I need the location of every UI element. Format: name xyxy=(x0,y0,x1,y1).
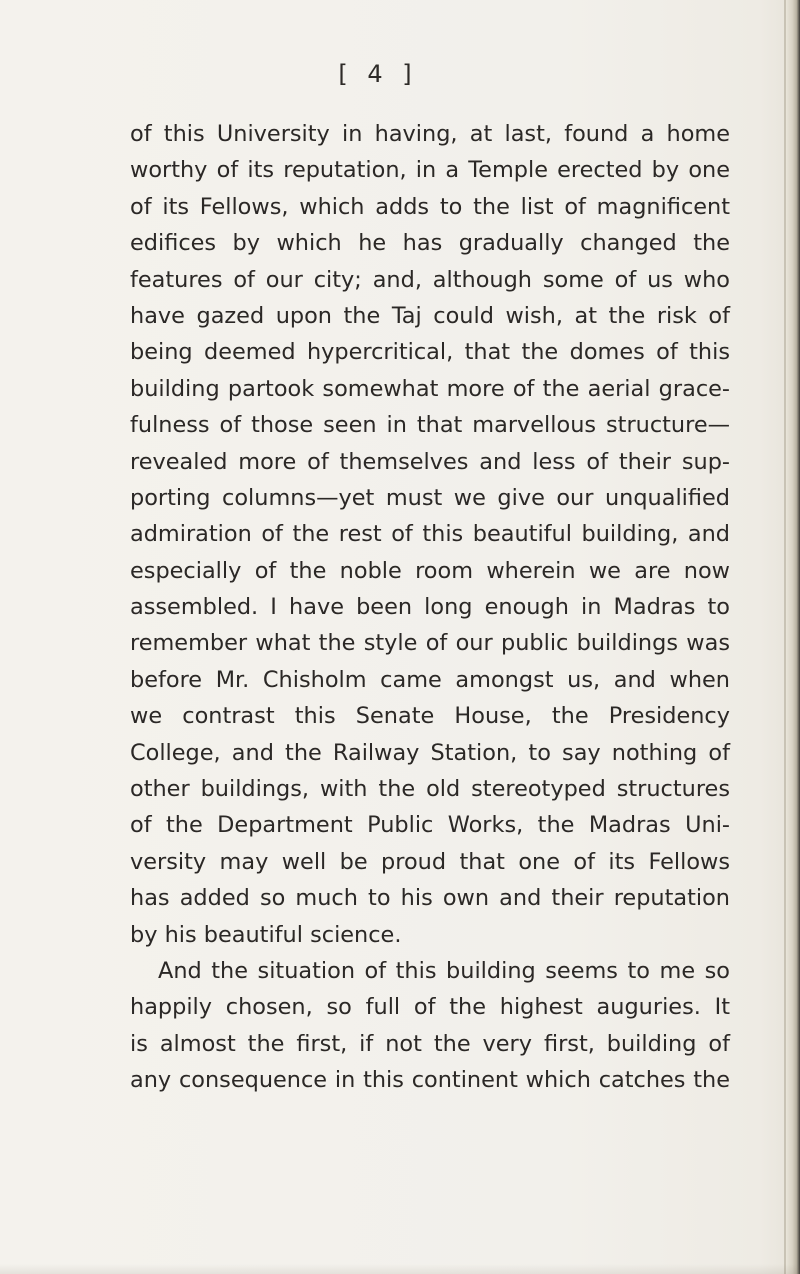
page-number: [ 4 ] xyxy=(338,60,418,88)
text-line: of the Department Public Works, the Madras Uni- xyxy=(130,812,730,839)
text-line: versity may well be proud that one of its Fellows xyxy=(130,848,730,875)
text-line: College, and the Railway Station, to say nothing of xyxy=(130,739,730,766)
page-edge xyxy=(786,0,800,1274)
text-line: porting columns—yet must we give our unqualified xyxy=(130,484,730,511)
text-line: before Mr. Chisholm came amongst us, and when xyxy=(130,666,730,693)
text-line: revealed more of themselves and less of their sup- xyxy=(130,448,730,475)
text-line: is almost the first, if not the very first, building of xyxy=(130,1030,730,1057)
text-line: we contrast this Senate House, the Presidency xyxy=(130,703,730,730)
text-line: being deemed hypercritical, that the domes of this xyxy=(130,339,730,366)
text-line: especially of the noble room wherein we are now xyxy=(130,557,730,584)
text-line: by his beautiful science. xyxy=(130,921,402,948)
text-line: of its Fellows, which adds to the list of magnificent xyxy=(130,193,730,220)
text-line: fulness of those seen in that marvellous structure— xyxy=(130,412,730,439)
text-line: has added so much to his own and their reputation xyxy=(130,885,730,912)
text-line: assembled. I have been long enough in Madras to xyxy=(130,594,730,621)
text-line: building partook somewhat more of the aerial grace- xyxy=(130,375,730,402)
text-line: worthy of its reputation, in a Temple erected by one xyxy=(130,157,730,184)
text-line: other buildings, with the old stereotyped structures xyxy=(130,776,730,803)
text-line: admiration of the rest of this beautiful building, and xyxy=(130,521,730,548)
page-bottom-shadow xyxy=(0,1264,800,1274)
text-line: of this University in having, at last, found a home xyxy=(130,121,730,147)
text-line: And the situation of this building seems to me so xyxy=(158,957,730,984)
text-line: any consequence in this continent which catches the xyxy=(130,1067,730,1094)
text-line: remember what the style of our public buildings was xyxy=(130,630,730,657)
text-line: edifices by which he has gradually changed the xyxy=(130,230,730,257)
text-line: have gazed upon the Taj could wish, at the risk of xyxy=(130,302,730,329)
text-line: features of our city; and, although some of us who xyxy=(130,266,730,293)
body-text xyxy=(130,116,730,1099)
text-line: happily chosen, so full of the highest auguries. It xyxy=(130,994,730,1021)
